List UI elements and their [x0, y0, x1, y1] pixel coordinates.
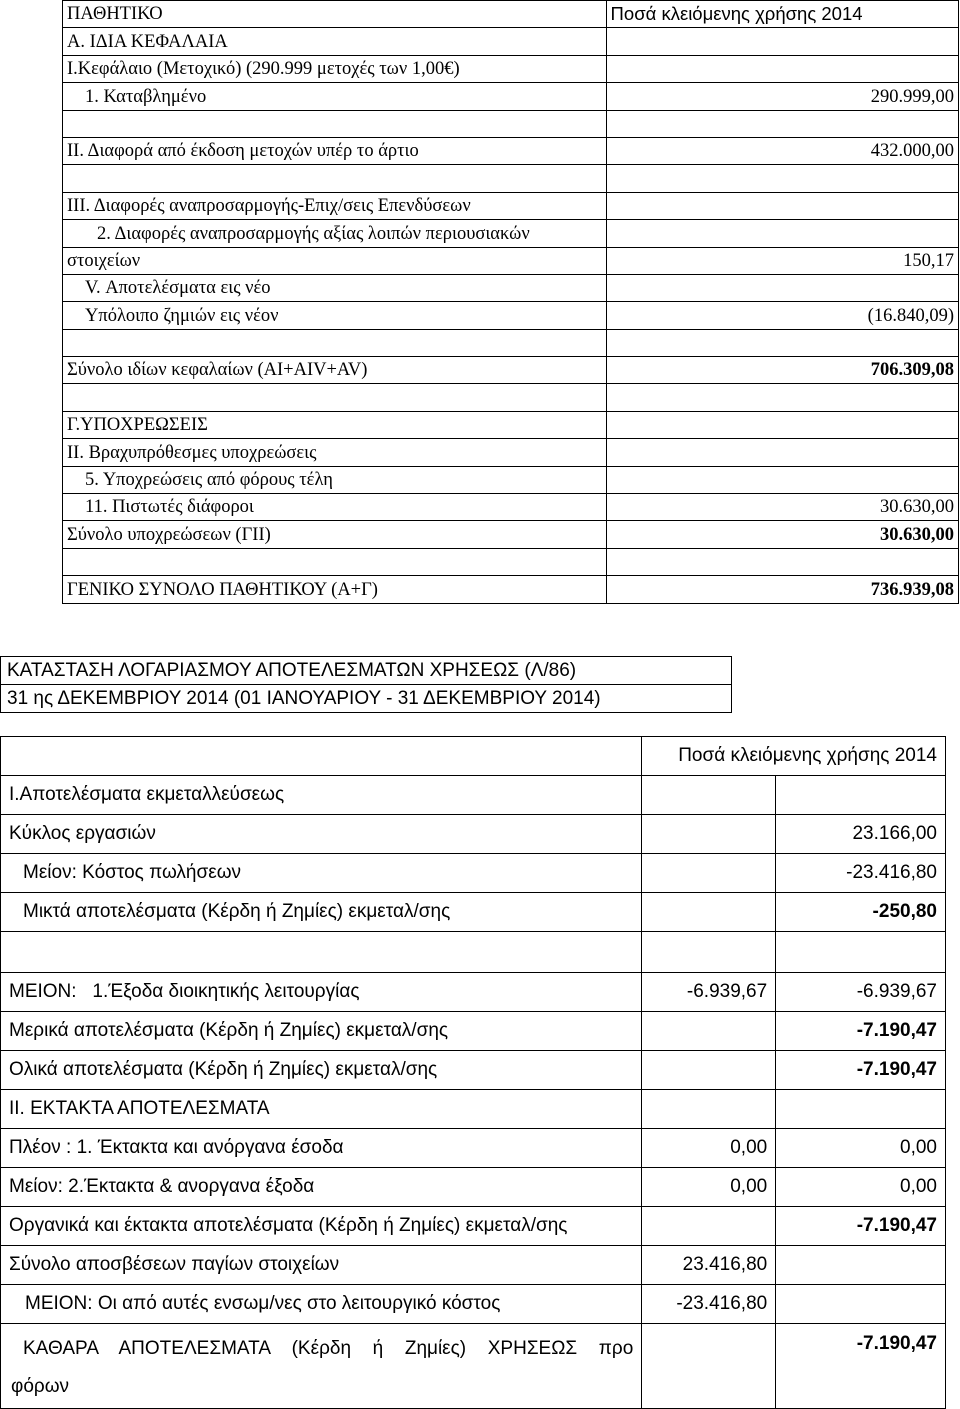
- res-mid: [642, 1051, 776, 1090]
- liab-amount: (16.840,09): [606, 302, 958, 329]
- res-mid: [642, 776, 776, 815]
- net-results-label-line1: ΚΑΘΑΡΑ ΑΠΟΤΕΛΕΣΜΑΤΑ (Κέρδη ή Ζημίες) ΧΡΗΣΕΩΣ προ: [23, 1338, 634, 1359]
- res-label: Μικτά αποτελέσματα (Κέρδη ή Ζημίες) εκμεταλ/σης: [1, 893, 642, 932]
- res-label: ΜΕΙΟΝ: Οι από αυτές ενσωμ/νες στο λειτουργικό κόστος: [1, 1285, 642, 1324]
- res-label: Κύκλος εργασιών: [1, 815, 642, 854]
- liab-amount: 736.939,08: [606, 576, 958, 603]
- net-results-amount: -7.190,47: [776, 1324, 946, 1409]
- liab-amount: [606, 220, 958, 247]
- liab-amount: [606, 274, 958, 301]
- res-amount: [776, 1246, 946, 1285]
- liab-amount: 30.630,00: [606, 521, 958, 548]
- liab-label: Γ.ΥΠΟΧΡΕΩΣΕΙΣ: [63, 411, 607, 438]
- liab-label: Ι.Κεφάλαιο (Μετοχικό) (290.999 μετοχές των 1,00€): [63, 55, 607, 82]
- liab-label: 5. Υποχρεώσεις από φόρους τέλη: [63, 466, 607, 493]
- res-mid: 23.416,80: [642, 1246, 776, 1285]
- res-mid: [642, 932, 776, 973]
- res-amount: -6.939,67: [776, 973, 946, 1012]
- res-mid: [642, 1090, 776, 1129]
- res-mid: [642, 1207, 776, 1246]
- res-amount: -7.190,47: [776, 1012, 946, 1051]
- liabilities-header-amount: Ποσά κλειόμενης χρήσης 2014: [606, 1, 958, 28]
- liab-label: στοιχείων: [63, 247, 607, 274]
- res-amount: [776, 776, 946, 815]
- res-amount: [776, 932, 946, 973]
- liab-label: ΙΙ. Βραχυπρόθεσμες υποχρεώσεις: [63, 439, 607, 466]
- net-results-label: [1, 1324, 642, 1409]
- liab-label: V. Αποτελέσματα εις νέο: [63, 274, 607, 301]
- res-mid: [642, 1012, 776, 1051]
- res-mid: [642, 815, 776, 854]
- res-label: Ολικά αποτελέσματα (Κέρδη ή Ζημίες) εκμεταλ/σης: [1, 1051, 642, 1090]
- res-amount: -250,80: [776, 893, 946, 932]
- liab-label: ΙΙ. Διαφορά από έκδοση μετοχών υπέρ το άρτιο: [63, 137, 607, 164]
- results-table: [0, 736, 946, 1409]
- liab-amount: [606, 548, 958, 575]
- liab-label: Α. ΙΔΙΑ ΚΕΦΑΛΑΙΑ: [63, 28, 607, 55]
- liab-label: 11. Πιστωτές διάφοροι: [63, 494, 607, 521]
- res-label: Μείον: 2.Έκτακτα & ανοργανα έξοδα: [1, 1168, 642, 1207]
- liab-amount: 706.309,08: [606, 357, 958, 384]
- liab-amount: [606, 384, 958, 411]
- liab-label: [63, 165, 607, 192]
- res-label: [1, 932, 642, 973]
- liab-amount: 30.630,00: [606, 494, 958, 521]
- liab-amount: [606, 165, 958, 192]
- res-label: Μερικά αποτελέσματα (Κέρδη ή Ζημίες) εκμεταλ/σης: [1, 1012, 642, 1051]
- res-mid: [642, 893, 776, 932]
- liab-label: [63, 384, 607, 411]
- liab-label: ΙΙΙ. Διαφορές αναπροσαρμογής-Επιχ/σεις Επενδύσεων: [63, 192, 607, 219]
- liab-amount: [606, 28, 958, 55]
- liab-amount: [606, 329, 958, 356]
- liab-amount: [606, 411, 958, 438]
- res-amount: 0,00: [776, 1168, 946, 1207]
- liab-amount: [606, 466, 958, 493]
- statement-title-line2: 31 ης ΔΕΚΕΜΒΡΙΟΥ 2014 (01 ΙΑΝΟΥΑΡΙΟΥ - 31 ΔΕΚΕΜΒΡΙΟΥ 2014): [1, 685, 732, 713]
- res-amount: [776, 1285, 946, 1324]
- res-mid: 0,00: [642, 1129, 776, 1168]
- liab-amount: [606, 439, 958, 466]
- res-label: ΜΕΙΟΝ: 1.Έξοδα διοικητικής λειτουργίας: [1, 973, 642, 1012]
- res-mid: [642, 854, 776, 893]
- res-amount: -23.416,80: [776, 854, 946, 893]
- liab-amount: 432.000,00: [606, 137, 958, 164]
- net-results-mid: [642, 1324, 776, 1409]
- liab-label: 1. Καταβλημένο: [63, 83, 607, 110]
- liab-amount: [606, 55, 958, 82]
- liab-label: Σύνολο ιδίων κεφαλαίων (ΑΙ+ΑΙV+AV): [63, 357, 607, 384]
- liab-label: [63, 329, 607, 356]
- res-label: Ι.Αποτελέσματα εκμεταλλεύσεως: [1, 776, 642, 815]
- liab-label: Σύνολο υποχρεώσεων (ΓΙΙ): [63, 521, 607, 548]
- liab-amount: 150,17: [606, 247, 958, 274]
- liabilities-header-label: ΠΑΘΗΤΙΚΟ: [63, 1, 607, 28]
- statement-title-line1: ΚΑΤΑΣΤΑΣΗ ΛΟΓΑΡΙΑΣΜΟΥ ΑΠΟΤΕΛΕΣΜΑΤΩΝ ΧΡΗΣΕΩΣ (Λ/86): [1, 657, 732, 685]
- liabilities-table: [62, 0, 959, 604]
- res-label: Μείον: Κόστος πωλήσεων: [1, 854, 642, 893]
- res-mid: -23.416,80: [642, 1285, 776, 1324]
- liab-label: [63, 110, 607, 137]
- res-label: Πλέον : 1. Έκτακτα και ανόργανα έσοδα: [1, 1129, 642, 1168]
- liab-amount: 290.999,00: [606, 83, 958, 110]
- res-label: Οργανικά και έκτακτα αποτελέσματα (Κέρδη ή Ζημίες) εκμεταλ/σης: [1, 1207, 642, 1246]
- res-amount: -7.190,47: [776, 1051, 946, 1090]
- res-mid: -6.939,67: [642, 973, 776, 1012]
- liab-label: 2. Διαφορές αναπροσαρμογής αξίας λοιπών περιουσιακών: [63, 220, 607, 247]
- res-amount: -7.190,47: [776, 1207, 946, 1246]
- res-label: ΙΙ. ΕΚΤΑΚΤΑ ΑΠΟΤΕΛΕΣΜΑΤΑ: [1, 1090, 642, 1129]
- res-amount: 23.166,00: [776, 815, 946, 854]
- liab-amount: [606, 192, 958, 219]
- net-results-label-line2: φόρων: [11, 1376, 70, 1397]
- results-header-amount: Ποσά κλειόμενης χρήσης 2014: [642, 737, 946, 776]
- liab-label: ΓΕΝΙΚΟ ΣΥΝΟΛΟ ΠΑΘΗΤΙΚΟΥ (Α+Γ): [63, 576, 607, 603]
- liab-label: Υπόλοιπο ζημιών εις νέον: [63, 302, 607, 329]
- results-header-blank: [1, 737, 642, 776]
- res-label: Σύνολο αποσβέσεων παγίων στοιχείων: [1, 1246, 642, 1285]
- liab-label: [63, 548, 607, 575]
- statement-title-box: [0, 656, 732, 713]
- res-amount: [776, 1090, 946, 1129]
- res-mid: 0,00: [642, 1168, 776, 1207]
- res-amount: 0,00: [776, 1129, 946, 1168]
- liab-amount: [606, 110, 958, 137]
